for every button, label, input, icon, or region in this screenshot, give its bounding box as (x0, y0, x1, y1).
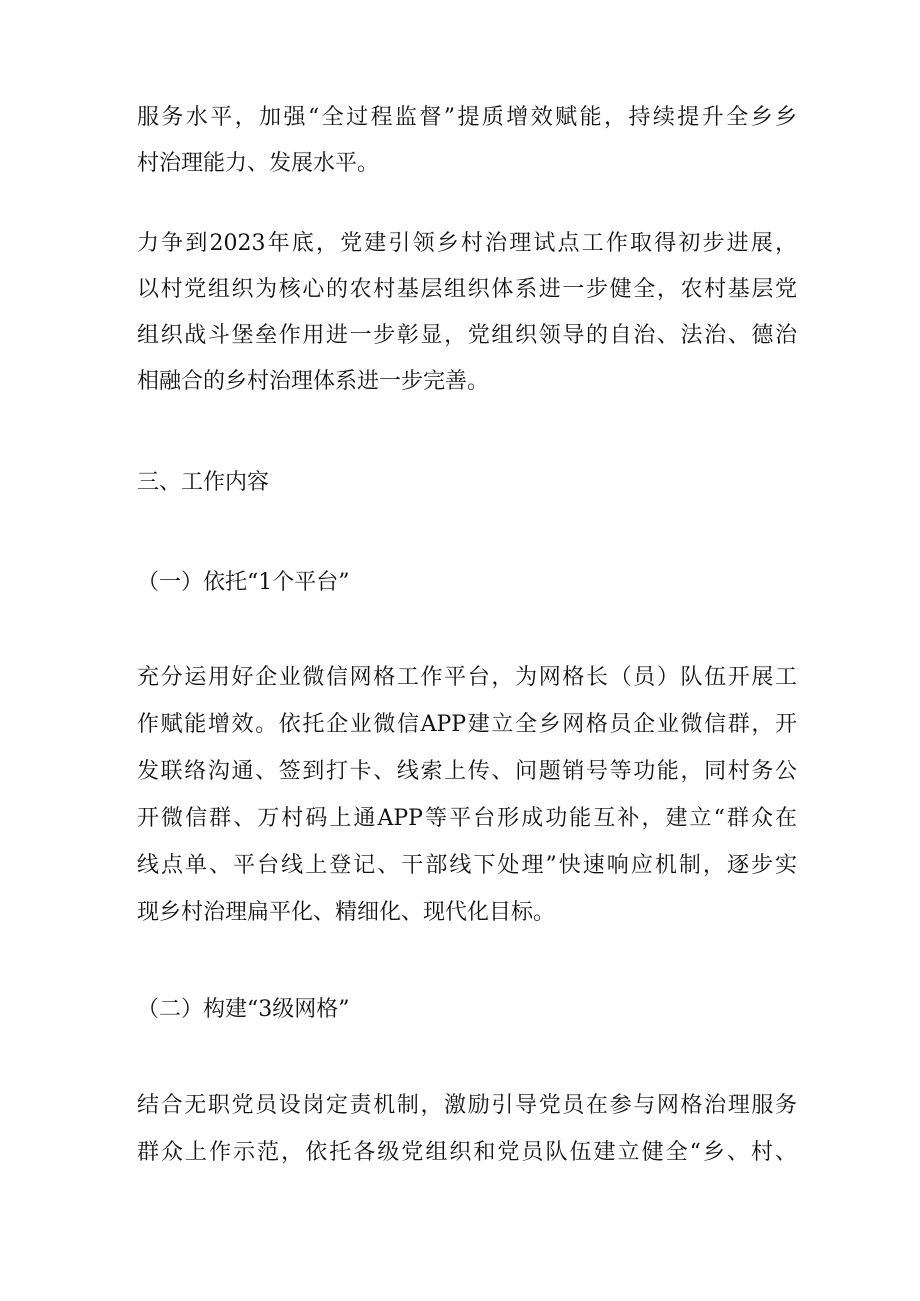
paragraph-line: 结合无职党员设岗定责机制，激励引导党员在参与网格治理服务 (137, 1093, 797, 1118)
paragraph-line: 组织战斗堡垒作用进一步彰显，党组织领导的自治、法治、德治 (137, 323, 797, 348)
paragraph-line: 充分运用好企业微信网格工作平台，为网格长（员）队伍开展工 (137, 665, 797, 690)
paragraph-line: 线点单、平台线上登记、干部线下处理”快速响应机制，逐步实 (137, 853, 797, 878)
paragraph-line: 群众上作示范，依托各级党组织和党员队伍建立健全“乡、村、 (137, 1140, 797, 1165)
paragraph-line: 作赋能增效。依托企业微信APP建立全乡网格员企业微信群，开 (137, 712, 797, 737)
subsection-heading: （一）依托“1个平台” (137, 570, 350, 595)
paragraph-line: 发联络沟通、签到打卡、线索上传、问题销号等功能，同村务公 (137, 759, 797, 784)
paragraph-line: 力争到2023年底，党建引领乡村治理试点工作取得初步进展， (137, 231, 797, 256)
paragraph-line: 以村党组织为核心的农村基层组织体系进一步健全，农村基层党 (137, 277, 797, 302)
paragraph-line: 服务水平，加强“全过程监督”提质增效赋能，持续提升全乡乡 (137, 105, 797, 130)
paragraph-line: 村治理能力、发展水平。 (137, 151, 380, 176)
paragraph-line: 现乡村治理扁平化、精细化、现代化目标。 (137, 900, 556, 925)
subsection-heading: （二）构建“3级网格” (137, 997, 350, 1022)
paragraph-line: 开微信群、万村码上通APP等平台形成功能互补，建立“群众在 (137, 806, 797, 831)
section-heading: 三、工作内容 (137, 470, 270, 495)
paragraph-line: 相融合的乡村治理体系进一步完善。 (137, 369, 490, 394)
